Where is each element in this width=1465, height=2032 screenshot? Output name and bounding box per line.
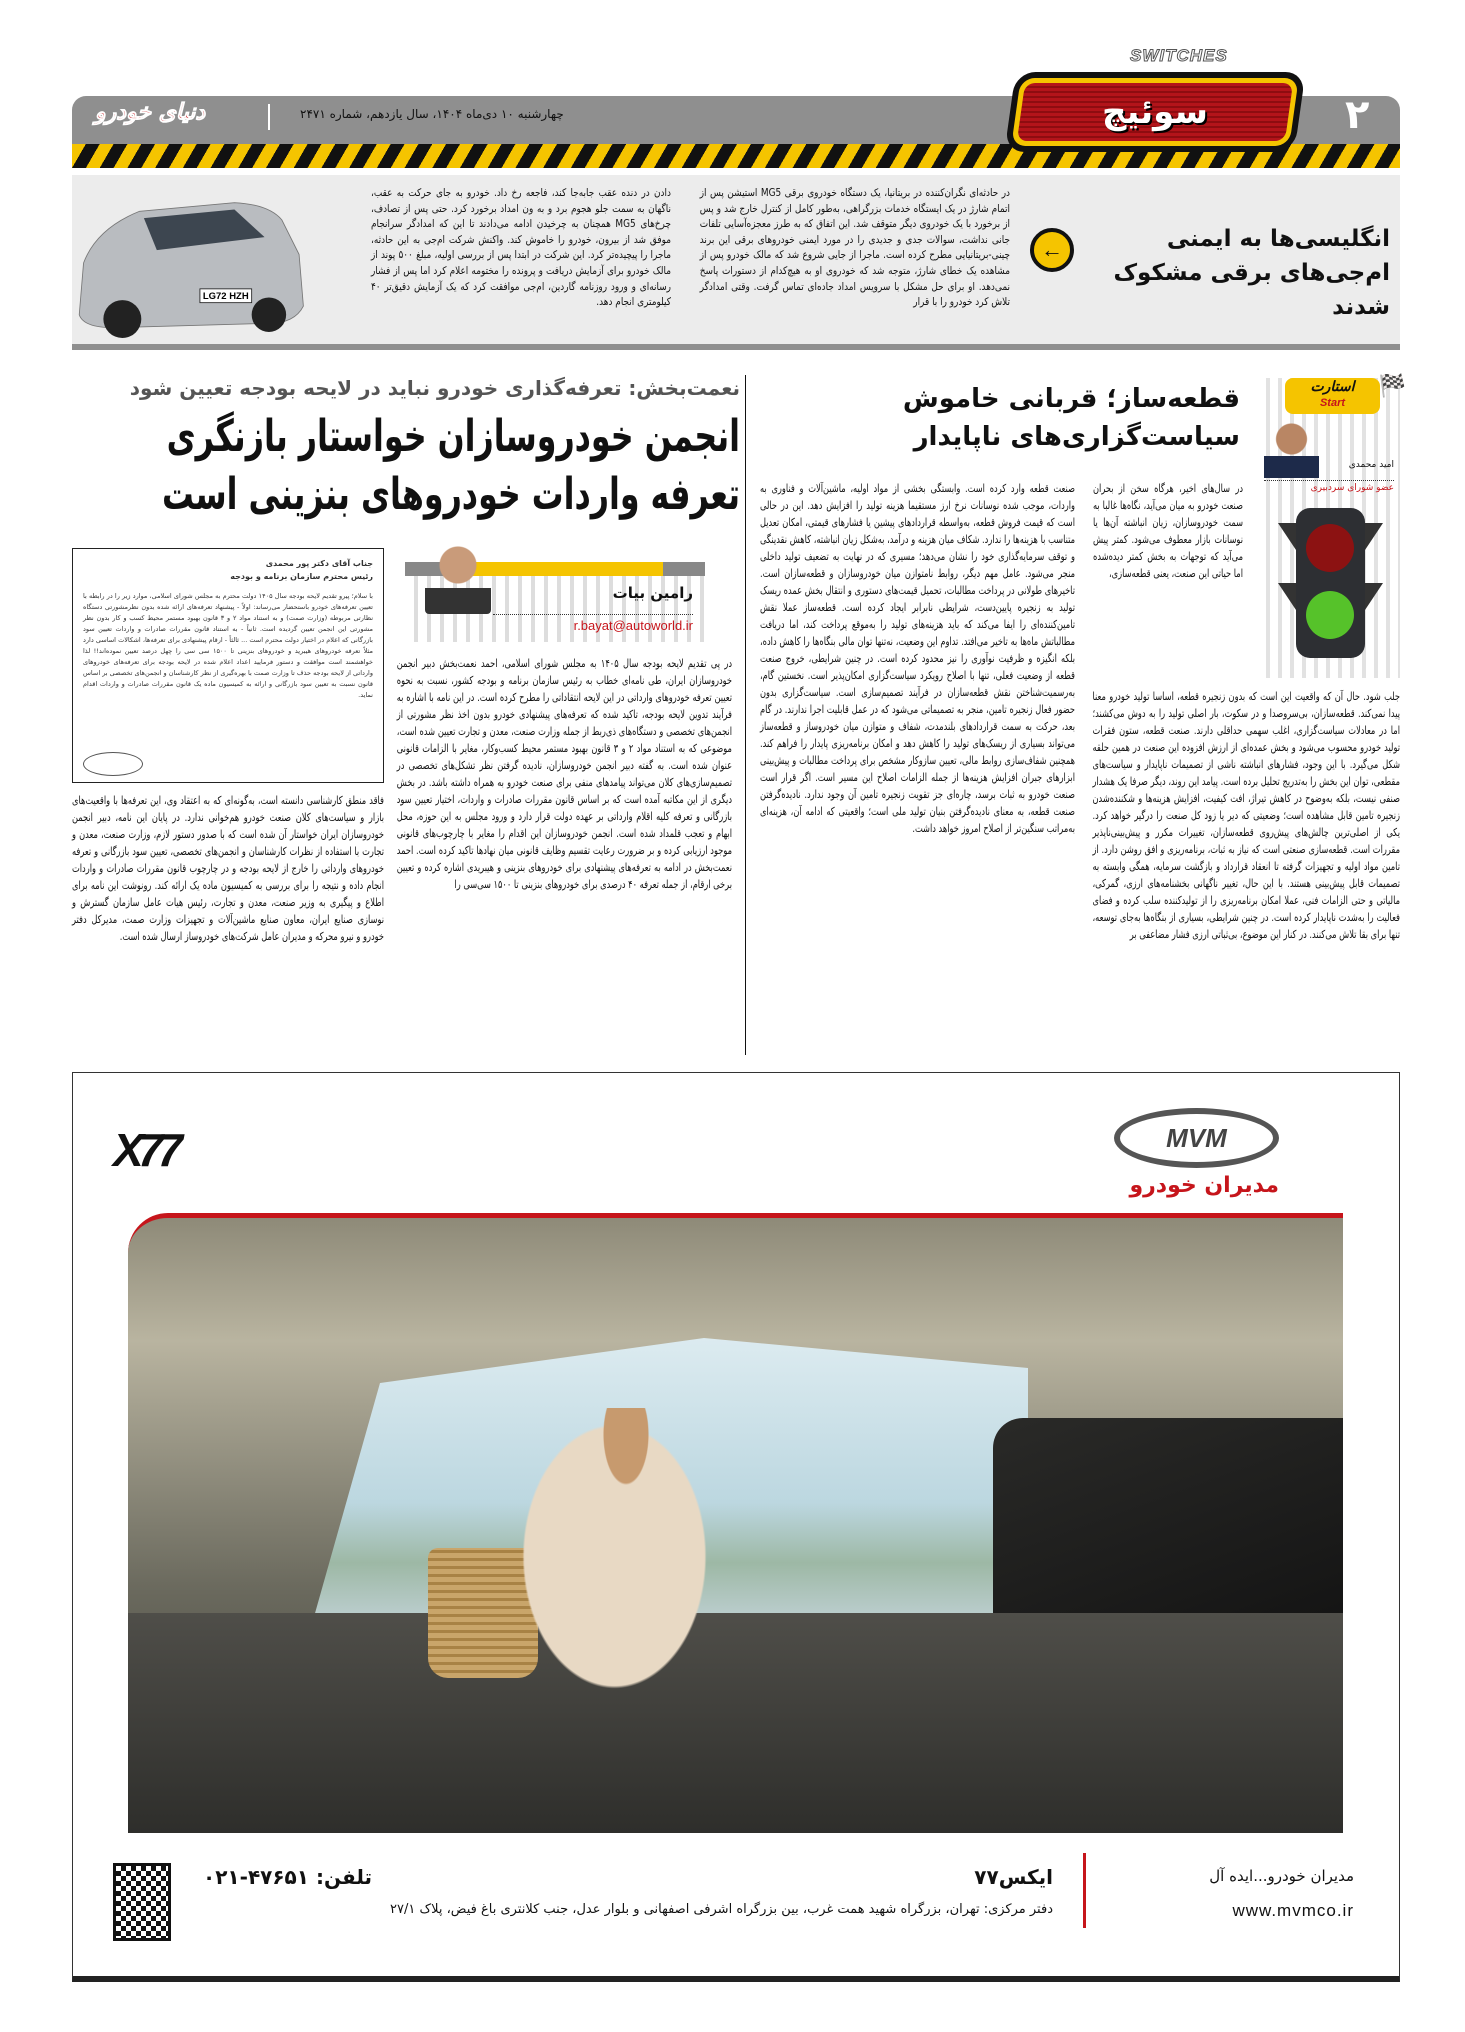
- columnist-role: عضو شورای سردبیری: [1264, 480, 1394, 493]
- divider: [1083, 1853, 1086, 1928]
- top-story-text: در حادثه‌ای نگران‌کننده در بریتانیا، یک دستگاه خودروی برقی MG5 استیشن پس از اتمام شارژ در یک ایستگاه خدمات بزرگراهی، به‌طور کامل از کنترل خارج شد و پس از برخورد با یک خودروی دیگر متوقف شد. این اتفاق که به طرز معجزه‌آسایی تلفات جانی نداشت، سوالات جدی و جدیدی را در مورد ایمنی خودروهای برقی این برند چینی-بریتانیایی مطرح کرده است. ماجرا از جایی شروع شد که مالک خودرو پس از مشاهده یک خطای شارژ، متوجه شد که خودروی او به هیچ‌کدام از دستورات پاسخ نمی‌دهد. او برای حل مشکل با سرویس امداد جاده‌ای تماس گرفت. وقتی امدادگر تلاش کرد خودرو را با قرار: [699, 187, 1010, 309]
- letter-scan: [72, 548, 384, 783]
- car-photo: [62, 178, 312, 348]
- author-email: r.bayat@autoworld.ir: [493, 614, 693, 633]
- author-name: رامین بیات: [612, 584, 693, 602]
- article-column-cont: فاقد منطق کارشناسی دانسته است، به‌گونه‌ای که به اعتقاد وی، این تعرفه‌ها با واقعیت‌های بازار و سیاست‌های کلان صنعت خودرو هم‌خوانی ندارد. در پایان این نامه، دبیر انجمن خودروسازان ایران خواستار آن شده است که با صدور دستور لازم، وزارت صنعت، معدن و تجارت با استفاده از نظرات کارشناسان و انجمن‌های تخصصی، تعیین سود بازرگانی و تعرفه خودروهای وارداتی را خارج از لایحه بودجه و در چارچوب قانون مقررات صادرات و واردات انجام داده و نتیجه را برای بررسی به کمیسیون ماده یک ارائه کند. رونوشت این نامه برای اطلاع و پیگیری به وزیر صنعت، معدن و تجارت، رئیس هیات عامل سازمان گسترش و نوسازی صنایع ایران، معاون صنایع ماشین‌آلات و تجهیزات وزارت صمت، مدیرکل دفتر خودرو و نیرو محرکه و مدیران عامل شرکت‌های خودروساز ارسال شده است.: [72, 794, 384, 943]
- top-story-title: انگلیسی‌ها به ایمنی ام‌جی‌های برقی مشکوک شدند: [1113, 226, 1390, 320]
- divider: [268, 104, 270, 130]
- slogan: مدیران خودرو...ایده آل: [1209, 1867, 1354, 1885]
- author-photo: [425, 544, 491, 614]
- column-headline: قطعه‌ساز؛ قربانی خاموش سیاست‌گزاری‌های ناپایدار: [902, 384, 1240, 452]
- arrow-left-icon: ←: [1030, 228, 1074, 272]
- page-number: ۲: [1345, 92, 1370, 138]
- start-label-en: Start: [1319, 397, 1346, 409]
- cargo-floor: [128, 1613, 1343, 1833]
- address: دفتر مرکزی: تهران، بزرگراه شهید همت غرب، بین بزرگراه اشرفی اصفهانی و بلوار عدل، جنب کلانتری باغ فیض، پلاک ۲۷/۱: [389, 1902, 1053, 1917]
- letter-addressee-title: رئیس محترم سازمان برنامه و بودجه: [230, 572, 373, 581]
- traffic-light-icon: [1278, 503, 1383, 663]
- letter-body: با سلام؛ پیرو تقدیم لایحه بودجه سال ۱۴۰۵ دولت محترم به مجلس شورای اسلامی، موارد زیر را در رابطه با تعیین تعرفه‌های خودرو باستحضار می‌رساند: اولاً - پیشنهاد تعرفه‌های ارائه شده بدون نظرمشورتی دستگاه نظارتی مربوطه (وزارت صمت) و به استناد مواد ۲ و ۳ قانون بهبود مستمر محیط کسب و کار بدون نظر مشورتی این انجمن تعیین گردیده است. ثانیاً - به استناد قانون مقررات صادرات و واردات تعیین سود بازرگانی که اعلام در اختیار دولت محترم است ... ثالثاً - ارقام پیشنهادی برای تعرفه‌ها، اشکالات اساسی دارد مثلاً تعرفه خودروهای هیبرید و خودروهای بنزینی تا ۱۵۰۰ سی سی را چهل درصد تعیین نموده‌اند!! لذا خواهشمند است موافقت و دستور فرمایید اعداد اعلام شده در لایحه بودجه برای تعرفه‌های خودروهای وارداتی از لایحه بودجه حذف تا وزارت صمت با بهره‌گیری از نظر کارشناسان و انجمن‌های تخصصی بر اساس قانون نسبت به تعیین سود بازرگانی و ارائه به کمیسیون ماده یک قانون مقررات صادرات و واردات اقدام نماید.: [82, 592, 374, 699]
- section-badge: [1004, 72, 1305, 152]
- brand-name: مدیران خودرو: [1129, 1173, 1279, 1198]
- top-story-text-cont: دادن در دنده عقب جابه‌جا کند، فاجعه رخ داد. خودرو به جای حرکت به عقب، ناگهان به سمت جلو هجوم برد و به ون امداد برخورد کرد. حتی پس از تصادف، چرخ‌های MG5 همچنان به چرخیدن ادامه می‌دادند تا این که امدادگر سرانجام موفق شد از بیرون، خودرو را خاموش کند. واکنش شرکت ام‌جی به این حادثه، ماجرا را پیچیده‌تر کرد. این شرکت در ابتدا پس از بررسی اولیه، مبلغ ۵۰۰ پوند از مالک خودرو برای آزمایش دریافت و پرونده را مختومه اعلام کرد اما پس از فشار رسانه‌ای و ورود روزنامه گاردین، ام‌جی موافقت کرد که یک آزمایش دقیق‌تر ۴۰ کیلومتری انجام دهد.: [370, 187, 671, 309]
- phone-number: تلفن: ۴۷۶۵۱-۰۲۱: [203, 1865, 373, 1889]
- article-headline: انجمن خودروسازان خواستار بازنگری تعرفه واردات خودروهای بنزینی است: [161, 411, 740, 520]
- columnist-photo: [1264, 418, 1319, 478]
- section-label-en: SWITCHES: [1130, 46, 1228, 65]
- article-column: در پی تقدیم لایحه بودجه سال ۱۴۰۵ به مجلس شورای اسلامی، احمد نعمت‌بخش دبیر انجمن خودروسازان ایران، طی نامه‌ای خطاب به رئیس سازمان برنامه و بودجه کشور، نسبت به نحوه تعیین تعرفه خودروهای وارداتی در این لایحه انتقاداتی را مطرح کرده است. در این نامه با اشاره به فرآیند تدوین لایحه بودجه، تاکید شده که تعرفه‌های پیشنهادی خودرو بدون اخذ نظر مشورتی از انجمن‌های تخصصی و دستگاه‌های ذی‌ربط از جمله وزارت صنعت، معدن و تجارت تعیین شده است، موضوعی که به استناد مواد ۲ و ۳ قانون بهبود مستمر محیط کسب‌وکار، مغایر با الزامات قانونی عنوان شده است. به گفته دبیر انجمن خودروسازان، نادیده گرفتن نظر تشکل‌های تخصصی در تصمیم‌سازی‌های کلان می‌تواند پیامدهای منفی برای صنعت خودرو به همراه داشته باشد. در بخش دیگری از این مکاتبه آمده است که بر اساس قانون مقررات صادرات و واردات، اختیار تعیین سود بازرگانی و تعرفه کلیه اقلام وارداتی بر عهده دولت قرار دارد و ورود مجلس به این حوزه، محل ابهام و تعجب قلمداد شده است. انجمن خودروسازان این اقدام را مغایر با چارچوب‌های قانونی موجود ارزیابی کرده و بر ضرورت رعایت تقسیم وظایف قانونی میان نهادها تاکید کرده است. احمد نعمت‌بخش در ادامه به تعرفه‌های پیشنهادی برای خودروهای بنزینی و هیبریدی اشاره کرده و تعیین برخی ارقام، از جمله تعرفه ۴۰ درصدی برای خودروهای بنزینی تا ۱۵۰۰ سی‌سی را: [396, 657, 733, 891]
- author-box: [405, 562, 705, 642]
- ad-footer: [73, 1853, 1399, 1963]
- website-link[interactable]: www.mvmco.ir: [1232, 1901, 1354, 1920]
- woman-figure: [488, 1408, 718, 1738]
- column-divider: [745, 375, 746, 1055]
- qr-code[interactable]: [113, 1863, 171, 1941]
- column-text-2: صنعت قطعه وارد کرده است. وابستگی بخشی از مواد اولیه، ماشین‌آلات و فناوری به واردات، موجب شده نوسانات نرخ ارز مستقیما هزینه تولید را افزایش دهد. این در حالی است که قیمت فروش قطعه، به‌واسطه قراردادهای پیشین یا فشارهای قیمتی، امکان تعدیل متناسب با هزینه‌ها را ندارد. شکاف میان هزینه و درآمد، به‌شکل زیان انباشته، کاهش نقدینگی و توقف سرمایه‌گذاری خود را نشان می‌دهد؛ مسیری که در نهایت به تضعیف تولید داخلی منجر می‌شود. عامل مهم دیگر، روابط نامتوازن میان خودروسازان و قطعه‌سازان است. تاخیرهای طولانی در پرداخت مطالبات، تحمیل قیمت‌های دستوری و انتقال بخش عمده ریسک تولید به زنجیره پایین‌دست، شرایطی نابرابر ایجاد کرده است. قطعه‌ساز عملا نقش تامین‌کننده‌ای را ایفا می‌کند که باید هزینه‌های تولید را به‌موقع پرداخت کند، اما دریافت مطالباتش ماه‌ها به تاخیر می‌افتد. تداوم این وضعیت، نه‌تنها توان مالی بنگاه‌ها را کاهش داده، بلکه انگیزه و ظرفیت نوآوری را نیز محدود کرده است. در چنین شرایطی، خروج صنعت قطعه از وضعیت فعلی، تنها با اصلاح رویکرد سیاست‌گزاری امکان‌پذیر است. نخستین گام، به‌رسمیت‌شناختن نقش قطعه‌سازان در فرآیند تصمیم‌سازی است. سیاست‌گزاری بدون حضور فعال زنجیره تامین، منجر به تصمیماتی می‌شود که در عمل قابلیت اجرا ندارند. در گام بعد، حرکت به سمت قراردادهای بلندمدت، شفاف و متوازن میان خودروساز و قطعه‌ساز می‌تواند بسیاری از ریسک‌های تولید را کاهش دهد و امکان برنامه‌ریزی پایدار را فراهم کند. همچنین شفاف‌سازی روابط مالی، تعیین سازوکار مشخص برای پرداخت مطالبات و پیش‌بینی ابزارهای جبران افزایش هزینه‌ها از جمله الزامات اصلاح این مسیر است. اگر قرار است صنعت خودرو به ثبات برسد، چاره‌ای جز تقویت زنجیره تامین آن وجود ندارد. نادیده‌گرفتن صنعت قطعه، به معنای نادیده‌گرفتن بنیان تولید ملی است؛ واقعیتی که ادامه آن، هزینه‌ای به‌مراتب سنگین‌تر از اصلاح امروز خواهد داشت.: [760, 482, 1075, 835]
- mvm-logo: MVM: [1114, 1108, 1279, 1168]
- start-tag: [1285, 378, 1380, 414]
- start-column-box: [1258, 374, 1406, 678]
- start-label: استارت: [1310, 379, 1355, 395]
- checkered-flag-icon: 🏁: [1378, 374, 1406, 399]
- signature-stamp: [83, 752, 143, 776]
- section-title: سوئیچ: [1102, 92, 1208, 132]
- x77-logo: X77: [113, 1124, 177, 1176]
- letter-addressee: جناب آقای دکتر پور محمدی: [265, 559, 373, 568]
- article-kicker: نعمت‌بخش: تعرفه‌گذاری خودرو نباید در لایحه بودجه تعیین شود: [129, 376, 740, 400]
- advertisement: [72, 1072, 1400, 1982]
- ad-photo-car-interior: [128, 1213, 1343, 1833]
- columnist-name: امید محمدی: [1348, 460, 1394, 470]
- license-plate: LG72 HZH: [202, 291, 249, 303]
- newspaper-logo: دنیای خودرو: [95, 100, 206, 125]
- date-line: چهارشنبه ۱۰ دی‌ماه ۱۴۰۴، سال یازدهم، شماره ۲۴۷۱: [300, 107, 564, 121]
- column-text-cont: جلب شود. حال آن که واقعیت این است که بدون زنجیره قطعه، اساسا تولید خودرو معنا پیدا نمی‌کند. قطعه‌سازان، بی‌سروصدا و در سکوت، بار اصلی تولید را به دوش می‌کشند؛ اما در معادلات سیاست‌گزاری، اغلب سهمی حداقلی دارند. صنعت قطعه، ستون فقرات تولید خودرو محسوب می‌شود و بخش عمده‌ای از ارزش افزوده این صنعت در همین حلقه شکل می‌گیرد. با این وجود، فشارهای انباشته ناشی از تصمیمات ناپایدار و سیاست‌های مقطعی، توان این بخش را به‌تدریج تحلیل برده است. پیامد این روند، دیگر صرفا یک هشدار صنفی نیست، بلکه به‌وضوح در کاهش تیراژ، افت کیفیت، افزایش هزینه‌ها و شکننده‌شدن زنجیره تامین قابل مشاهده است؛ وضعیتی که دیر یا زود کل صنعت را درگیر خواهد کرد. یکی از اصلی‌ترین چالش‌های پیش‌روی قطعه‌سازان، تغییرات مکرر و پیش‌بینی‌ناپذیر مقررات است. قطعه‌سازی صنعتی است که نیاز به ثبات، برنامه‌ریزی و افق روشن دارد. از تامین مواد اولیه و تجهیزات گرفته تا انعقاد قرارداد و بازگشت سرمایه، همگی وابسته به تصمیمات قابل پیش‌بینی هستند. با این حال، تغییر ناگهانی بخشنامه‌های ارزی، گمرکی، مالیاتی و حتی الزامات فنی، عملا امکان برنامه‌ریزی را از تولیدکننده سلب کرده و فضای فعالیت را به‌شدت ناپایدار کرده است. در چنین شرایطی، بسیاری از بنگاه‌ها به‌جای توسعه، تنها برای بقا تلاش می‌کنند. در کنار این موضوع، بی‌ثباتی ارزی فشار مضاعفی بر: [1092, 690, 1400, 941]
- column-text: در سال‌های اخیر، هرگاه سخن از بحران صنعت خودرو به میان می‌آید، نگاه‌ها غالبا به سمت خودروسازان، زیان انباشته آن‌ها یا نوسانات بازار معطوف می‌شود. کمتر پیش می‌آید که توجهات به بخش کمتر دیده‌شده اما حیاتی این صنعت، یعنی قطعه‌سازی،: [1093, 482, 1243, 580]
- model-name: ایکس۷۷: [974, 1865, 1053, 1889]
